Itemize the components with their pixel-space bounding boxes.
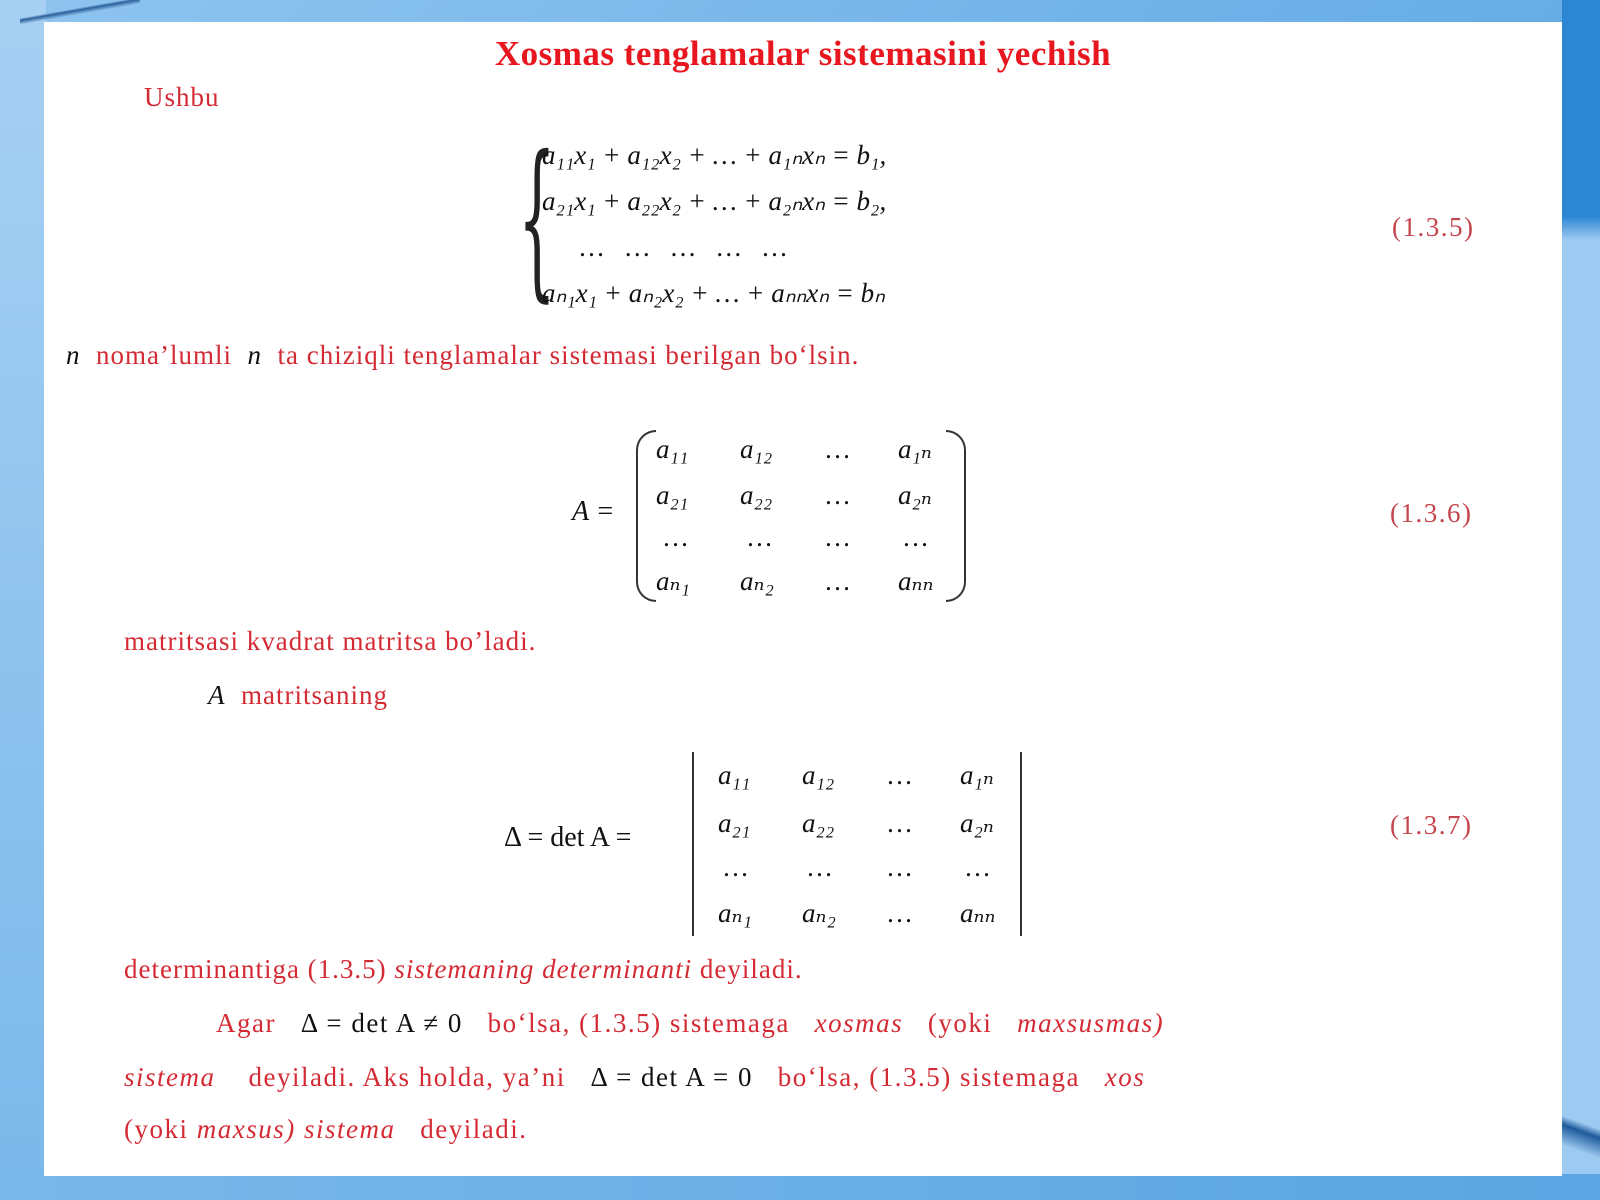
- var-n-2: n: [247, 340, 262, 370]
- determinant-cell: a₂₂: [802, 808, 835, 838]
- intro-text: Ushbu: [144, 82, 220, 112]
- determinant-cell: …: [722, 852, 749, 882]
- matrix-cell: …: [824, 434, 851, 464]
- para2-l2-c: bo‘lsa, (1.3.5) sistemaga: [777, 1062, 1080, 1092]
- background-swoosh-top: [20, 0, 140, 24]
- para1-text-b: sistemaning determinanti: [394, 954, 693, 984]
- determinant-cell: …: [964, 852, 991, 882]
- para2-l1-a: Agar: [216, 1008, 276, 1038]
- matrix-cell: …: [824, 566, 851, 596]
- para2-l2-d: xos: [1104, 1062, 1146, 1092]
- determinant-cell: a₁ₙ: [960, 760, 994, 790]
- matrix-cell: a₁₁: [656, 434, 689, 464]
- equation-number-135: (1.3.5): [1392, 212, 1475, 242]
- para2-l3-d: deyiladi.: [420, 1114, 528, 1144]
- matrix-label: A =: [572, 496, 615, 527]
- matrix-cell: a₂₁: [656, 480, 689, 510]
- para2-l1-e: maxsusmas): [1017, 1008, 1165, 1038]
- equation-system: [518, 120, 1038, 318]
- matrix-cell: …: [662, 522, 689, 552]
- matrix-left-paren: [636, 430, 656, 602]
- para2-l3-a: (yoki: [124, 1114, 189, 1144]
- matrix-cell: a₁ₙ: [898, 434, 932, 464]
- determinant-cell: aₙ₁: [718, 898, 752, 928]
- matrix-cell: aₙ₂: [740, 566, 774, 596]
- background-stripe-left: [0, 0, 46, 1200]
- matrix-cell: a₁₂: [740, 434, 773, 464]
- system-line-3: … … … … …: [578, 232, 794, 262]
- system-line-4: aₙ₁x₁ + aₙ₂x₂ + … + aₙₙxₙ = bₙ: [542, 278, 885, 308]
- slide-title: Xosmas tenglamalar sistemasini yechish: [494, 34, 1112, 73]
- line-square-matrix: matritsasi kvadrat matritsa bo’ladi.: [124, 626, 537, 656]
- determinant-cell: …: [886, 852, 913, 882]
- determinant-cell: …: [886, 760, 913, 790]
- determinant-cell: aₙ₂: [802, 898, 836, 928]
- background-stripe-right: [1562, 0, 1600, 1200]
- matrix-cell: …: [746, 522, 773, 552]
- determinant-cell: …: [886, 808, 913, 838]
- matrix-cell: a₂₂: [740, 480, 773, 510]
- text-chiziqli: ta chiziqli tenglamalar sistemasi berilgan bo‘lsin.: [277, 340, 860, 370]
- matrix-cell: aₙ₁: [656, 566, 690, 596]
- determinant-label: Δ = det A =: [504, 822, 632, 853]
- line-matrix-word: [208, 680, 388, 711]
- var-n-1: n: [66, 340, 81, 370]
- matrix-cell: aₙₙ: [898, 566, 934, 596]
- system-line-2: a₂₁x₁ + a₂₂x₂ + … + a₂ₙxₙ = b₂,: [542, 186, 887, 216]
- determinant-cell: …: [886, 898, 913, 928]
- paragraph-agar-line-1: [216, 1008, 1164, 1039]
- determinant-cell: a₁₂: [802, 760, 835, 790]
- para2-l1-math: Δ = det A ≠ 0: [300, 1008, 463, 1038]
- text-matritsaning: matritsaning: [241, 680, 388, 710]
- var-a: A: [208, 680, 226, 710]
- para1-text-c: deyiladi.: [699, 954, 803, 984]
- determinant-cell: a₂₁: [718, 808, 751, 838]
- paragraph-agar-line-3: [124, 1114, 527, 1145]
- paragraph-determinant: [124, 954, 803, 985]
- matrix-cell: …: [902, 522, 929, 552]
- para2-l2-a: sistema: [124, 1062, 216, 1092]
- matrix-cell: …: [824, 522, 851, 552]
- slide-content: [44, 22, 1562, 1176]
- matrix-cell: …: [824, 480, 851, 510]
- matrix-cell: a₂ₙ: [898, 480, 932, 510]
- equation-number-137: (1.3.7): [1390, 810, 1473, 840]
- determinant-right-bar: [1020, 752, 1022, 936]
- line-unknowns: [66, 340, 859, 371]
- matrix-a: [636, 430, 966, 598]
- determinant-matrix: [692, 752, 1022, 936]
- determinant-cell: a₁₁: [718, 760, 751, 790]
- paragraph-agar-line-2: [124, 1062, 1145, 1093]
- matrix-right-paren: [946, 430, 966, 602]
- para2-l1-c: xosmas: [814, 1008, 904, 1038]
- determinant-cell: a₂ₙ: [960, 808, 994, 838]
- text-nomalumli: noma’lumli: [96, 340, 232, 370]
- determinant-cell: …: [806, 852, 833, 882]
- para2-l1-d: (yoki: [927, 1008, 993, 1038]
- para2-l2-math: Δ = det A = 0: [590, 1062, 754, 1092]
- para2-l3-b: maxsus): [196, 1114, 296, 1144]
- para1-text-a: determinantiga (1.3.5): [124, 954, 387, 984]
- determinant-cell: aₙₙ: [960, 898, 996, 928]
- determinant-left-bar: [692, 752, 694, 936]
- system-line-1: a₁₁x₁ + a₁₂x₂ + … + a₁ₙxₙ = b₁,: [542, 140, 887, 170]
- para2-l3-c: sistema: [304, 1114, 396, 1144]
- para2-l2-b: deyiladi. Aks holda, ya’ni: [248, 1062, 566, 1092]
- equation-number-136: (1.3.6): [1390, 498, 1473, 528]
- para2-l1-b: bo‘lsa, (1.3.5) sistemaga: [487, 1008, 790, 1038]
- system-brace: {: [518, 120, 556, 318]
- background-bottom-band: [0, 1174, 1600, 1200]
